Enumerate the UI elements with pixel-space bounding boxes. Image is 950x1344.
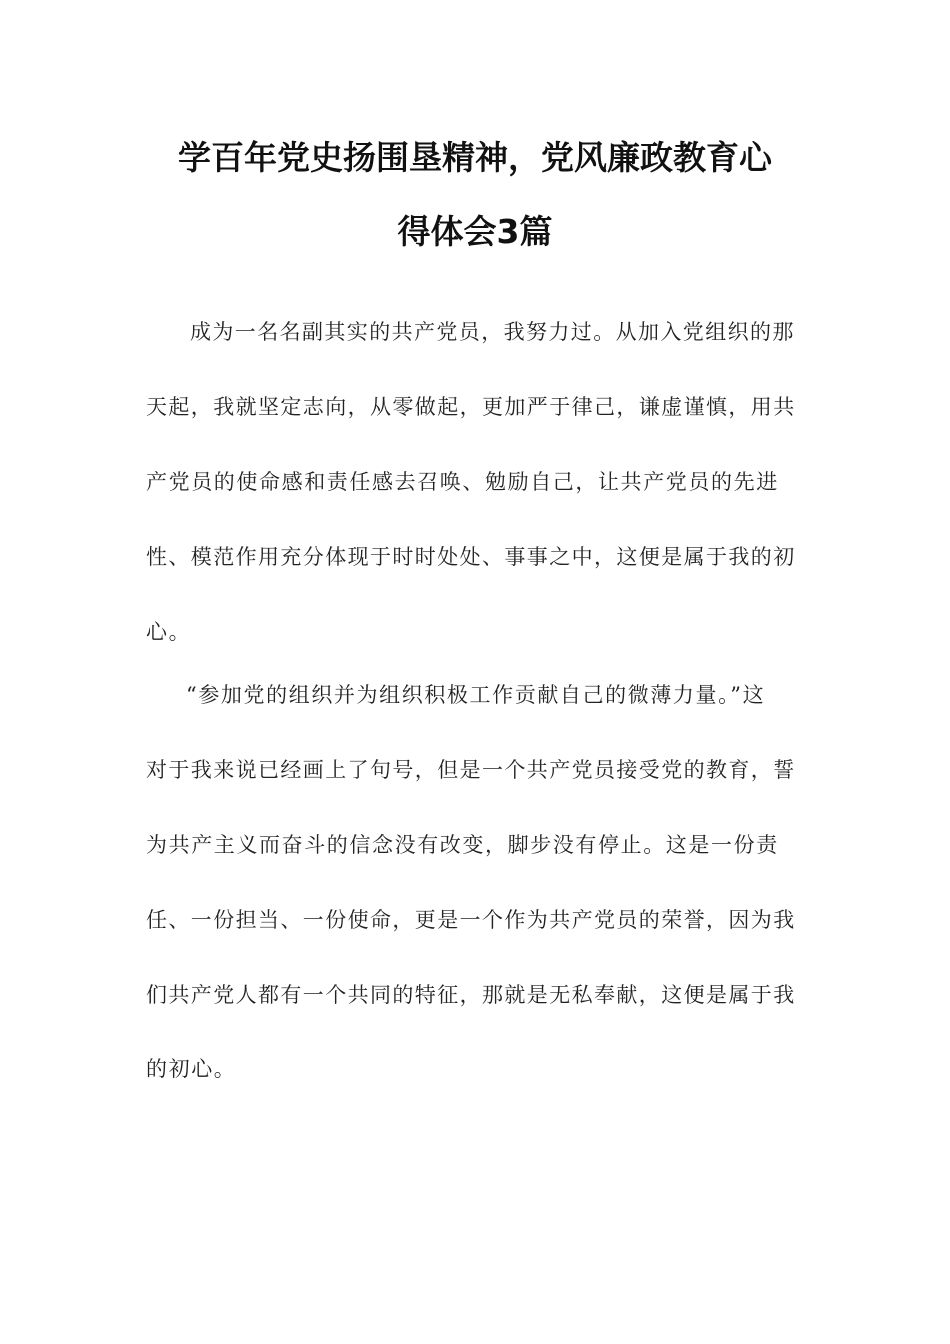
paragraph-2-line-4: 任、一份担当、一份使命，更是一个作为共产党员的荣誉，因为我 [146, 908, 796, 932]
paragraph-1-line-1: 成为一名名副其实的共产党员，我努力过。从加入党组织的那 [190, 320, 795, 344]
paragraph-1-line-5: 心。 [146, 620, 192, 644]
paragraph-2-line-1: “参加党的组织并为组织积极工作贡献自己的微薄力量。”这 [186, 683, 766, 707]
paragraph-1-line-3: 产党员的使命感和责任感去召唤、勉励自己，让共产党员的先进 [146, 470, 779, 494]
paragraph-2-line-3: 为共产主义而奋斗的信念没有改变，脚步没有停止。这是一份责 [146, 833, 779, 857]
document-title-line-2: 得体会3篇 [397, 212, 553, 251]
paragraph-2-line-2: 对于我来说已经画上了句号，但是一个共产党员接受党的教育，誓 [146, 758, 796, 782]
paragraph-2-line-6: 的初心。 [146, 1057, 237, 1081]
paragraph-1-line-4: 性、模范作用充分体现于时时处处、事事之中，这便是属于我的初 [146, 545, 796, 569]
paragraph-2-line-5: 们共产党人都有一个共同的特征，那就是无私奉献，这便是属于我 [146, 983, 796, 1007]
document-title-line-1: 学百年党史扬围垦精神，党风廉政教育心 [178, 138, 772, 177]
paragraph-1-line-2: 天起，我就坚定志向，从零做起，更加严于律己，谦虚谨慎，用共 [146, 395, 796, 419]
